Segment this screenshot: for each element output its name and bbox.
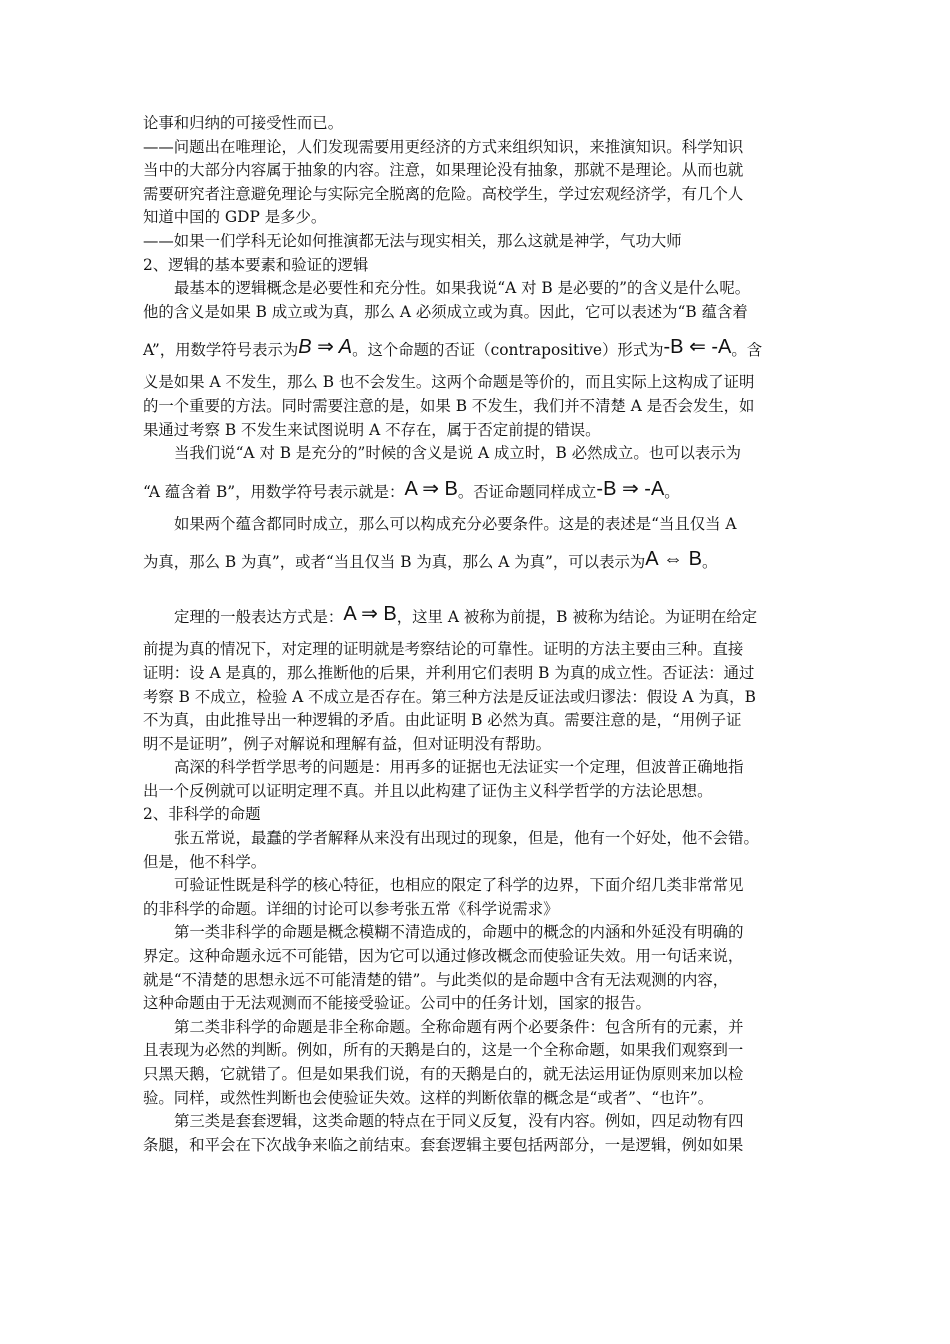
- text-segment: 。含: [731, 341, 763, 360]
- text-line: 证明：设 A 是真的，那么推断他的后果，并利用它们表明 B 为真的成立性。否证法：通过: [143, 663, 755, 682]
- text-line-with-formula: [143, 536, 811, 583]
- text-line: ——问题出在唯理论，人们发现需要用更经济的方式来组织知识，来推演知识。科学知识: [143, 137, 744, 156]
- text-line: 且表现为必然的判断。例如，所有的天鹅是白的，这是一个全称命题，如果我们观察到一: [143, 1041, 744, 1060]
- section-heading: 2、非科学的命题: [143, 805, 261, 824]
- text-line: 第一类非科学的命题是概念模糊不清造成的，命题中的概念的内涵和外延没有明确的: [174, 923, 744, 942]
- text-line: 界定。这种命题永远不可能错，因为它可以通过修改概念而使验证失效。用一句话来说，: [143, 947, 744, 966]
- text-line: 条腿，和平会在下次战争来临之前结束。套套逻辑主要包括两部分，一是逻辑，例如如果: [143, 1135, 744, 1154]
- text-segment: 为真，那么 B 为真”，或者“当且仅当 B 为真，那么 A 为真”，可以表示为: [143, 553, 646, 572]
- text-line: 前提为真的情况下，对定理的证明就是考察结论的可靠性。证明的方法主要由三种。直接: [143, 640, 744, 659]
- text-segment: 。: [664, 482, 680, 501]
- formula: -B ⇐ -A: [663, 336, 732, 359]
- text-segment: ，这里 A 被称为前提，B 被称为结论。为证明在给定: [396, 608, 758, 627]
- text-line: 当我们说“A 对 B 是充分的”时候的含义是说 A 成立时，B 必然成立。也可以表示为: [174, 444, 742, 463]
- text-line: 张五常说，最蠢的学者解释从来没有出现过的现象，但是，他有一个好处，他不会错。: [174, 829, 759, 848]
- text-segment: 。否证命题同样成立: [457, 482, 597, 501]
- text-line: 但是，他不科学。: [143, 852, 267, 871]
- text-line: 需要研究者注意避免理论与实际完全脱离的危险。高校学生，学过宏观经济学，有几个人: [143, 184, 744, 203]
- text-line: 出一个反例就可以证明定理不真。并且以此构建了证伪主义科学哲学的方法论思想。: [143, 781, 713, 800]
- text-line: 知道中国的 GDP 是多少。: [143, 208, 327, 227]
- text-line: 果通过考察 B 不发生来试图说明 A 不存在，属于否定前提的错误。: [143, 420, 601, 439]
- text-line-with-formula: [143, 324, 811, 371]
- text-line: 的非科学的命题。详细的讨论可以参考张五常《科学说需求》: [143, 899, 559, 918]
- text-line: 当中的大部分内容属于抽象的内容。注意，如果理论没有抽象，那就不是理论。从而也就: [143, 161, 744, 180]
- text-line: 就是“不清楚的思想永远不可能清楚的错”。与此类似的是命题中含有无法观测的内容，: [143, 970, 729, 989]
- formula: A ⇔ B: [645, 548, 702, 571]
- text-line: 只黑天鹅，它就错了。但是如果我们说，有的天鹅是白的，就无法运用证伪原则来加以检: [143, 1065, 744, 1083]
- text-segment: 。: [701, 553, 718, 572]
- text-line: 的一个重要的方法。同时需要注意的是，如果 B 不发生，我们并不清楚 A 是否会发生，如: [143, 396, 755, 415]
- formula: A ⇒ B: [343, 603, 397, 626]
- text-segment: 定理的一般表达方式是：: [174, 608, 344, 627]
- text-line: 可验证性既是科学的核心特征，也相应的限定了科学的边界，下面介绍几类非常常见: [174, 876, 744, 895]
- text-line: 明不是证明”，例子对解说和理解有益，但对证明没有帮助。: [143, 734, 552, 753]
- text-line: 最基本的逻辑概念是必要性和充分性。如果我说“A 对 B 是必要的”的含义是什么呢。: [174, 279, 751, 298]
- text-line: 他的含义是如果 B 成立或为真，那么 A 必须成立或为真。因此，它可以表述为“B 蕴含着: [143, 302, 748, 321]
- text-line: 义是如果 A 不发生，那么 B 也不会发生。这两个命题是等价的，而且实际上这构成了证明: [143, 373, 755, 392]
- text-line: 高深的科学哲学思考的问题是：用再多的证据也无法证实一个定理，但波普正确地指: [174, 758, 744, 777]
- text-segment: A”，用数学符号表示为: [143, 341, 299, 360]
- section-heading: 2、逻辑的基本要素和验证的逻辑: [143, 255, 369, 274]
- formula: A ⇒ B: [404, 477, 458, 500]
- text-line: 验。同样，或然性判断也会使验证失效。这样的判断依靠的概念是“或者”、“也许”。: [143, 1088, 714, 1107]
- text-line: 考察 B 不成立，检验 A 不成立是否存在。第三种方法是反证法或归谬法：假设 A 为真，B: [143, 687, 756, 706]
- text-line: 这种命题由于无法观测而不能接受验证。公司中的任务计划，国家的报告。: [143, 994, 651, 1013]
- text-line-with-formula: [143, 591, 811, 638]
- text-line: ——如果一们学科无论如何推演都无法与现实相关，那么这就是神学，气功大师: [143, 231, 682, 250]
- formula: -B ⇒ -A: [596, 477, 665, 500]
- formula: B ⇒ A: [298, 336, 353, 359]
- document-page: [143, 112, 811, 1157]
- text-segment: 。这个命题的否证（contrapositive）形式为: [352, 341, 664, 360]
- text-segment: “A 蕴含着 B”，用数学符号表示就是：: [143, 482, 405, 501]
- text-line-with-formula: [143, 466, 811, 513]
- text-line: 第三类是套套逻辑，这类命题的特点在于同义反复，没有内容。例如，四足动物有四: [174, 1112, 744, 1131]
- text-line: 论事和归纳的可接受性而已。: [143, 114, 344, 132]
- text-line: 如果两个蕴含都同时成立，那么可以构成充分必要条件。这是的表述是“当且仅当 A: [174, 514, 737, 533]
- text-line: 不为真，由此推导出一种逻辑的矛盾。由此证明 B 必然为真。需要注意的是，“用例子证: [143, 711, 742, 730]
- text-line: 第二类非科学的命题是非全称命题。全称命题有两个必要条件：包含所有的元素，并: [174, 1017, 744, 1036]
